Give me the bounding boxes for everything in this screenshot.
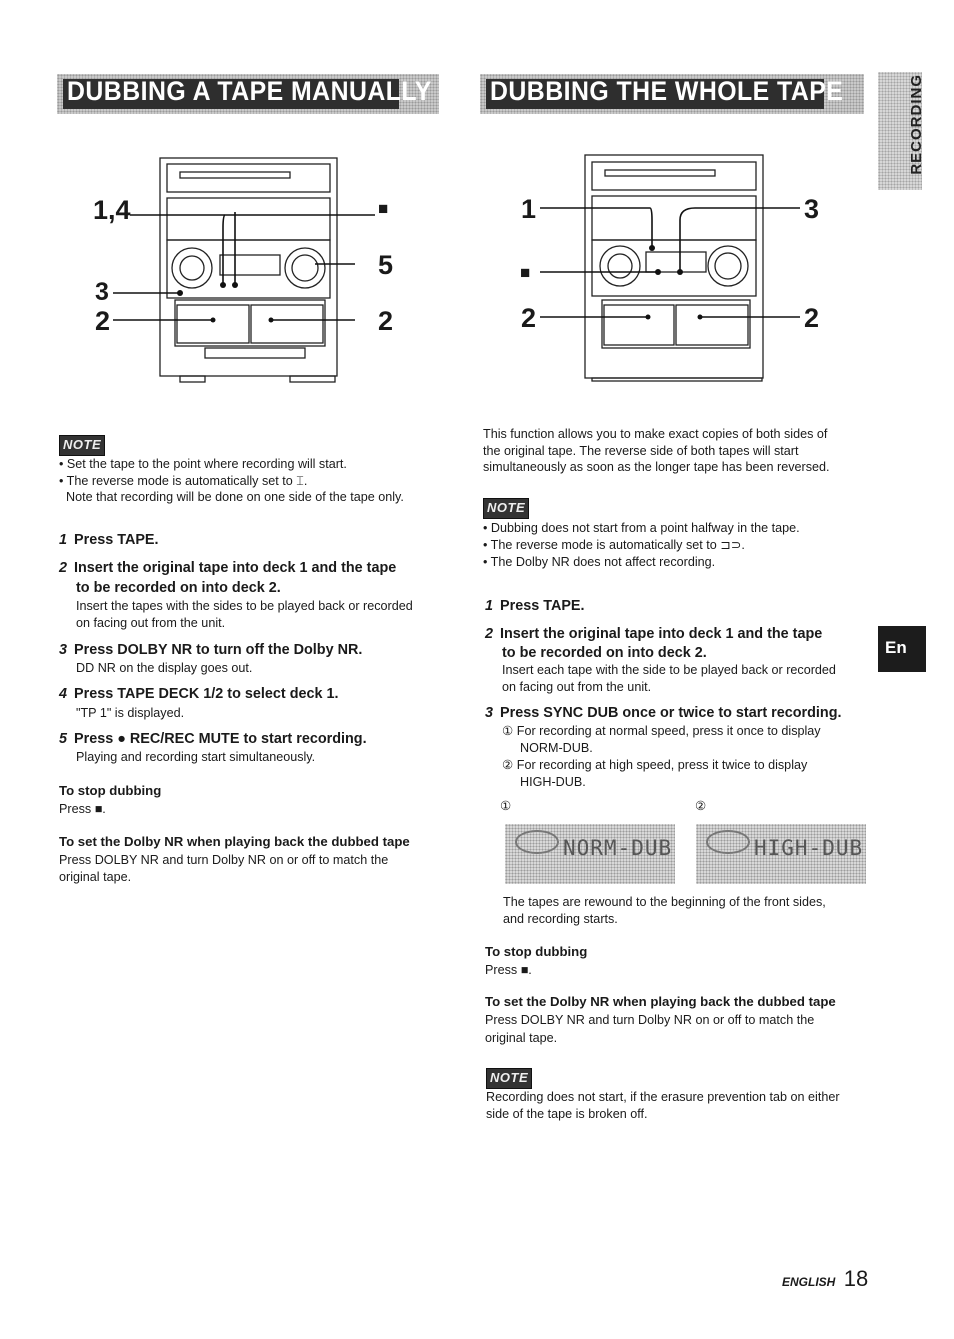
stereo-diagram-left bbox=[85, 150, 415, 385]
note-badge-text: NOTE bbox=[487, 500, 526, 515]
right-stop-heading: To stop dubbing bbox=[485, 944, 588, 959]
callout-left-14: 1,4 bbox=[93, 195, 131, 225]
right-step-3-body-2: NORM-DUB. bbox=[520, 741, 593, 755]
step-number: 3 bbox=[59, 642, 68, 658]
note-badge-text: NOTE bbox=[490, 1070, 529, 1085]
right-note-2: • The reverse mode is automatically set to ⊐⊃. bbox=[483, 538, 745, 552]
language-tab bbox=[878, 626, 926, 672]
left-step-1 bbox=[59, 530, 159, 550]
callout-left-3: 3 bbox=[95, 278, 109, 306]
right-intro-2: the original tape. The reverse side of both tapes will start bbox=[483, 444, 799, 458]
step-title: Press TAPE. bbox=[500, 598, 585, 614]
note-badge-right bbox=[483, 498, 529, 519]
note-badge-left bbox=[59, 435, 105, 456]
step-title: Insert the original tape into deck 1 and the tape bbox=[500, 626, 823, 642]
left-step-4-body: "TP 1" is displayed. bbox=[76, 706, 185, 720]
left-dolby-body-1: Press DOLBY NR and turn Dolby NR on or off to match the bbox=[59, 853, 389, 867]
right-step-3-body-1: ① For recording at normal speed, press it once to display bbox=[502, 724, 821, 738]
step-title: Press TAPE DECK 1/2 to select deck 1. bbox=[74, 686, 339, 702]
right-note-1: • Dubbing does not start from a point halfway in the tape. bbox=[483, 521, 800, 535]
callout-right-2a: 2 bbox=[521, 303, 537, 333]
step-title: Insert the original tape into deck 1 and the tape bbox=[74, 560, 397, 576]
footer-page-number: 18 bbox=[843, 1266, 869, 1291]
left-step-3 bbox=[59, 640, 362, 660]
display-mark-2: ② bbox=[695, 799, 707, 813]
left-step-4 bbox=[59, 684, 339, 704]
right-dolby-heading: To set the Dolby NR when playing back the dubbed tape bbox=[485, 994, 836, 1009]
right-dolby-body-1: Press DOLBY NR and turn Dolby NR on or off to match the bbox=[485, 1013, 815, 1027]
banner-left bbox=[57, 74, 439, 114]
left-step-5 bbox=[59, 729, 367, 749]
left-step-2 bbox=[59, 558, 396, 578]
footer-language: ENGLISH bbox=[782, 1275, 836, 1289]
left-note-2: • The reverse mode is automatically set to ⌶. bbox=[59, 474, 308, 488]
side-tab-recording bbox=[878, 72, 925, 190]
right-step-3 bbox=[485, 703, 841, 723]
lcd-text: HIGH-DUB bbox=[754, 836, 864, 860]
side-tab-label: RECORDING bbox=[908, 74, 925, 175]
stereo-diagram-right bbox=[510, 150, 830, 385]
display-mark-1: ① bbox=[500, 799, 512, 813]
callout-right-stop: ■ bbox=[520, 263, 531, 282]
left-step-3-body: DD NR on the display goes out. bbox=[76, 661, 253, 675]
right-note2-1: Recording does not start, if the erasure prevention tab on either bbox=[486, 1090, 840, 1104]
callout-left-stop: ■ bbox=[378, 199, 389, 218]
left-note-1: • Set the tape to the point where recording will start. bbox=[59, 457, 347, 471]
right-step-2 bbox=[485, 624, 822, 644]
right-rewind-1: The tapes are rewound to the beginning of the front sides, bbox=[503, 895, 826, 909]
left-step-2-body-1: Insert the tapes with the sides to be played back or recorded bbox=[76, 599, 413, 613]
right-step-2-line2: to be recorded on into deck 2. bbox=[502, 645, 707, 661]
step-title: Press TAPE. bbox=[74, 532, 159, 548]
left-step-2-line2: to be recorded on into deck 2. bbox=[76, 580, 281, 596]
callout-left-2b: 2 bbox=[378, 306, 394, 336]
callout-right-2b: 2 bbox=[804, 303, 820, 333]
right-intro-3: simultaneously as soon as the longer tape has been reversed. bbox=[483, 460, 830, 474]
left-dolby-body-2: original tape. bbox=[59, 870, 132, 884]
banner-right-title: DUBBING THE WHOLE TAPE bbox=[490, 76, 844, 106]
right-step-2-body-1: Insert each tape with the side to be played back or recorded bbox=[502, 663, 836, 677]
banner-left-title: DUBBING A TAPE MANUALLY bbox=[67, 76, 432, 106]
right-note2-2: side of the tape is broken off. bbox=[486, 1107, 648, 1121]
right-rewind-2: and recording starts. bbox=[503, 912, 618, 926]
banner-right bbox=[480, 74, 864, 114]
right-stop-body: Press ■. bbox=[485, 963, 532, 977]
language-tab-label: En bbox=[885, 638, 907, 657]
right-dolby-body-2: original tape. bbox=[485, 1031, 558, 1045]
left-stop-body: Press ■. bbox=[59, 802, 106, 816]
step-number: 3 bbox=[485, 705, 494, 721]
left-dolby-heading: To set the Dolby NR when playing back the dubbed tape bbox=[59, 834, 410, 849]
lcd-high-dub bbox=[696, 824, 866, 884]
left-note-3: Note that recording will be done on one side of the tape only. bbox=[66, 490, 404, 504]
page-footer bbox=[782, 1266, 868, 1292]
note-badge-text: NOTE bbox=[63, 437, 102, 452]
tape-icon bbox=[706, 830, 750, 854]
left-stop-heading: To stop dubbing bbox=[59, 783, 162, 798]
callout-right-1: 1 bbox=[521, 194, 537, 224]
step-title: Press DOLBY NR to turn off the Dolby NR. bbox=[74, 642, 363, 658]
lcd-norm-dub bbox=[505, 824, 675, 884]
step-title: Press ● REC/REC MUTE to start recording. bbox=[74, 731, 367, 747]
right-step-2-body-2: on facing out from the unit. bbox=[502, 680, 652, 694]
left-step-5-body: Playing and recording start simultaneously. bbox=[76, 750, 316, 764]
step-number: 4 bbox=[59, 686, 68, 702]
callout-left-5: 5 bbox=[378, 250, 394, 280]
step-number: 1 bbox=[59, 532, 68, 548]
step-number: 1 bbox=[485, 598, 494, 614]
right-step-3-body-3: ② For recording at high speed, press it twice to display bbox=[502, 758, 808, 772]
note-badge-right-2 bbox=[486, 1068, 532, 1089]
step-title: Press SYNC DUB once or twice to start recording. bbox=[500, 705, 842, 721]
right-step-3-body-4: HIGH-DUB. bbox=[520, 775, 586, 789]
right-step-1 bbox=[485, 596, 585, 616]
step-number: 2 bbox=[485, 626, 494, 642]
tape-icon bbox=[515, 830, 559, 854]
callout-right-3: 3 bbox=[804, 194, 820, 224]
left-step-2-body-2: on facing out from the unit. bbox=[76, 616, 226, 630]
right-intro-1: This function allows you to make exact copies of both sides of bbox=[483, 427, 828, 441]
step-number: 2 bbox=[59, 560, 68, 576]
right-note-3: • The Dolby NR does not affect recording. bbox=[483, 555, 716, 569]
step-number: 5 bbox=[59, 731, 68, 747]
callout-left-2a: 2 bbox=[95, 306, 111, 336]
lcd-text: NORM-DUB bbox=[563, 836, 673, 860]
